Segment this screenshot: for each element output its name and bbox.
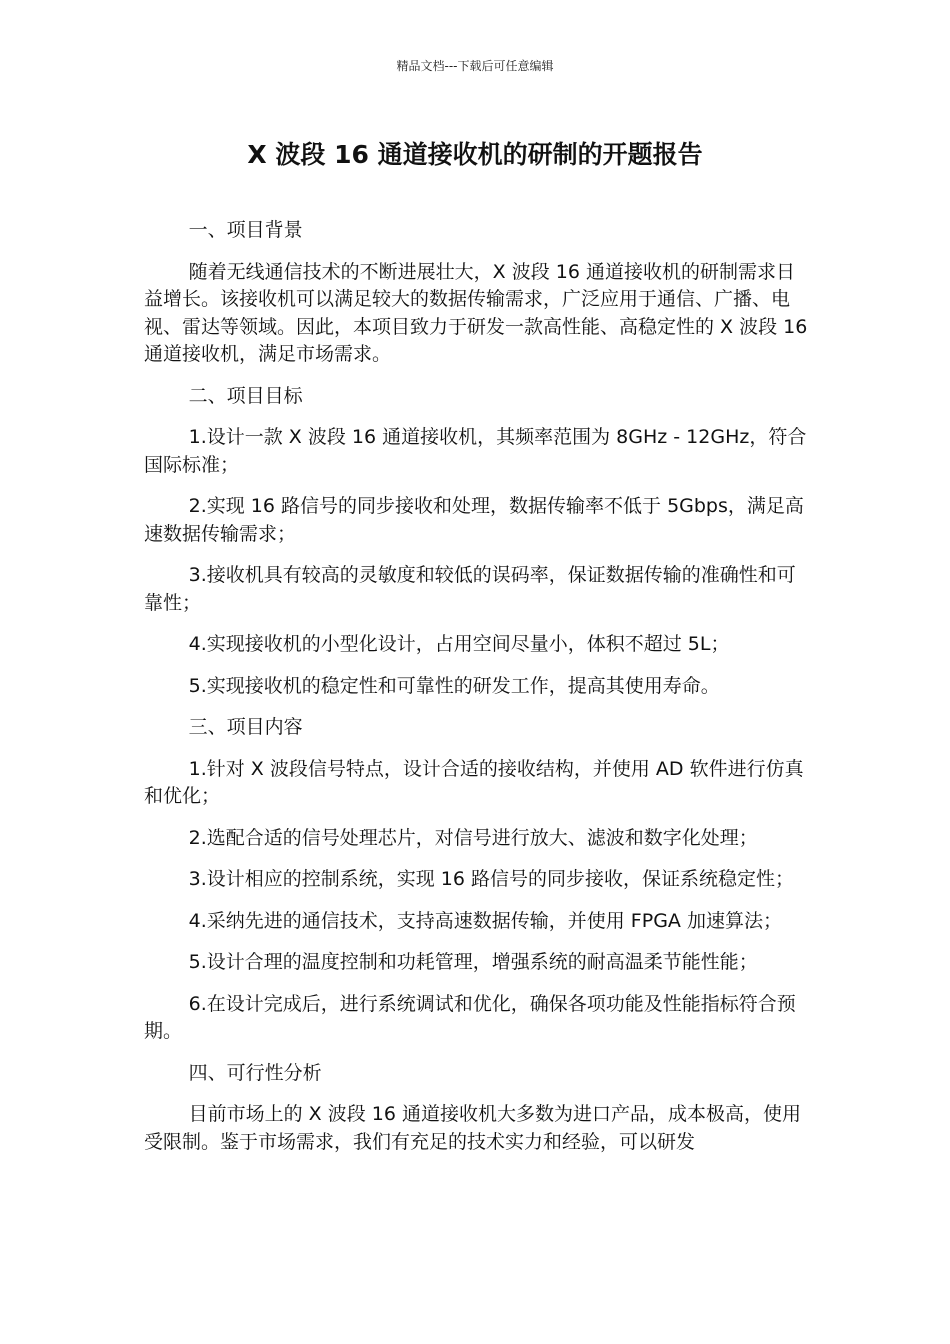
list-item: 5.实现接收机的稳定性和可靠性的研发工作，提高其使用寿命。 — [188, 674, 720, 697]
section-heading-content: 三、项目内容 — [188, 716, 303, 738]
section-heading-background: 一、项目背景 — [188, 219, 303, 241]
list-item: 1.针对 X 波段信号特点，设计合适的接收结构，并使用 AD 软件进行仿真和优化； — [144, 757, 804, 807]
paragraph: 目前市场上的 X 波段 16 通道接收机大多数为进口产品，成本极高，使用受限制。鉴于市场需求，我们有充足的技术实力和经验，可以研发 — [144, 1103, 801, 1153]
document-body — [144, 217, 808, 1170]
list-item: 3.设计相应的控制系统，实现 16 路信号的同步接收，保证系统稳定性； — [188, 868, 795, 890]
list-item: 4.实现接收机的小型化设计，占用空间尽量小，体积不超过 5L； — [188, 633, 730, 655]
paragraph: 随着无线通信技术的不断进展壮大，X 波段 16 通道接收机的研制需求日益增长。该接收机可以满足较大的数据传输需求，广泛应用于通信、广播、电视、雷达等领域。因此，本项目致力于研发一款高性能、高稳定性的 X 波段 16 通道接收机，满足市场需求。 — [144, 260, 808, 365]
section-heading-feasibility: 四、可行性分析 — [188, 1061, 322, 1084]
list-item: 4.采纳先进的通信技术，支持高速数据传输，并使用 FPGA 加速算法； — [188, 909, 782, 932]
list-item: 5.设计合理的温度控制和功耗管理，增强系统的耐高温柔节能性能； — [188, 951, 758, 973]
list-item: 3.接收机具有较高的灵敏度和较低的误码率，保证数据传输的准确性和可靠性； — [144, 564, 796, 614]
section-heading-goals: 二、项目目标 — [188, 384, 303, 407]
list-item: 2.实现 16 路信号的同步接收和处理，数据传输率不低于 5Gbps，满足高速数据传输需求； — [144, 495, 804, 545]
list-item: 2.选配合适的信号处理芯片，对信号进行放大、滤波和数字化处理； — [188, 826, 758, 849]
list-item: 1.设计一款 X 波段 16 通道接收机，其频率范围为 8GHz - 12GHz，符合国际标准； — [144, 426, 807, 476]
header-note: 精品文档---下载后可任意编辑 — [396, 59, 554, 73]
list-item: 6.在设计完成后，进行系统调试和优化，确保各项功能及性能指标符合预期。 — [144, 992, 796, 1042]
document-title: X 波段 16 通道接收机的研制的开题报告 — [247, 140, 703, 169]
